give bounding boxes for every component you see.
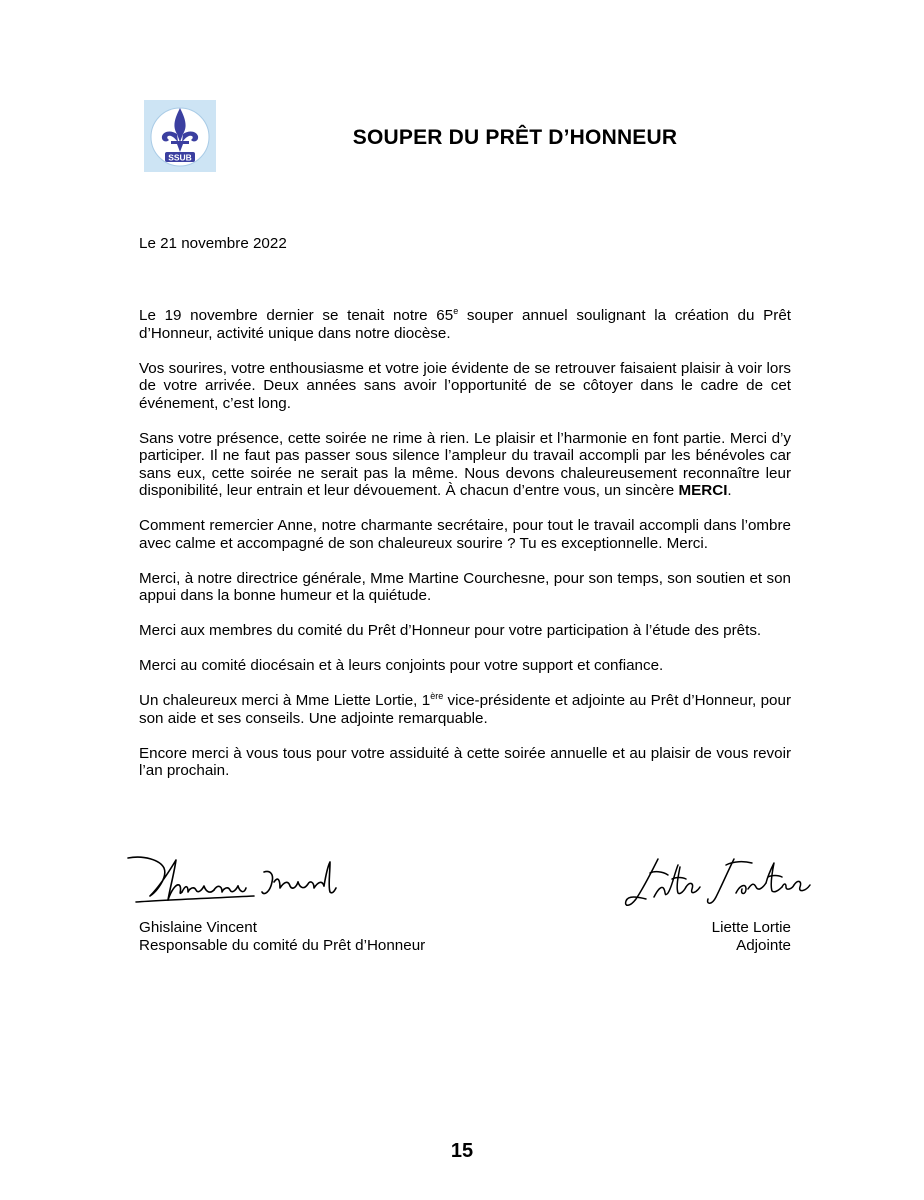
- signature-liette-lortie: [622, 853, 822, 913]
- paragraph-8: [139, 692, 791, 727]
- paragraph-4: Comment remercier Anne, notre charmante secrétaire, pour tout le travail accompli dans l’ombre avec calme et accompagné de son chaleureux sourire ? Tu es exceptionnelle. Merci.: [139, 517, 791, 552]
- paragraph-3-text-end: .: [727, 482, 732, 499]
- signer-right-role: Adjointe: [736, 936, 791, 954]
- paragraph-3: [139, 430, 791, 500]
- ordinal-superscript: ère: [430, 691, 444, 701]
- paragraph-8-text-end: vice-présidente et adjointe au Prêt d’Honneur, pour son aide et ses conseils. Une adjointe remarquable.: [139, 692, 791, 727]
- paragraph-5: Merci, à notre directrice générale, Mme Martine Courchesne, pour son temps, son soutien et son appui dans la bonne humeur et la quiétude.: [139, 569, 791, 604]
- signer-right: [712, 919, 791, 954]
- paragraph-1: [139, 307, 791, 342]
- signer-left: [139, 919, 425, 954]
- paragraph-6: Merci aux membres du comité du Prêt d’Honneur pour votre participation à l’étude des prêts.: [139, 622, 762, 639]
- signature-ghislaine-vincent: [124, 852, 340, 908]
- ordinal-superscript: e: [453, 306, 459, 316]
- paragraph-2: Vos sourires, votre enthousiasme et votre joie évidente de se retrouver faisaient plaisir à voir lors de votre arrivée. Deux années sans avoir l’opportunité de se côtoyer dans le cadre de cet événement, c’est long.: [139, 359, 791, 412]
- document-title: SOUPER DU PRÊT D’HONNEUR: [352, 126, 678, 149]
- signer-left-role: Responsable du comité du Prêt d’Honneur: [139, 936, 426, 954]
- letter-body: [139, 307, 791, 797]
- logo-text: SSUB: [168, 152, 192, 163]
- merci-emphasis: MERCI: [678, 482, 728, 499]
- paragraph-3-text: Sans votre présence, cette soirée ne rime à rien. Le plaisir et l’harmonie en font partie. Merci d’y participer. Il ne faut pas passer sous silence l’ampleur du travail accompli par les bénévoles car sans eux, cette soirée ne serait pas la même. Nous devons chaleureusement reconnaître leur disponibilité, leur entrain et leur dévouement. À chacun d’entre vous, un sincère: [139, 429, 791, 499]
- paragraph-7: Merci au comité diocésain et à leurs conjoints pour votre support et confiance.: [139, 657, 664, 674]
- paragraph-9: Encore merci à vous tous pour votre assiduité à cette soirée annuelle et au plaisir de vous revoir l’an prochain.: [139, 744, 791, 779]
- signer-right-name: Liette Lortie: [711, 919, 791, 936]
- signer-left-name: Ghislaine Vincent: [139, 919, 257, 936]
- page-number: 15: [450, 1140, 474, 1162]
- letter-date: Le 21 novembre 2022: [139, 235, 287, 252]
- paragraph-1-text: Le 19 novembre dernier se tenait notre 65: [139, 307, 454, 324]
- ssub-logo: [144, 100, 216, 172]
- paragraph-1-text-end: souper annuel soulignant la création du Prêt d’Honneur, activité unique dans notre diocèse.: [139, 307, 791, 342]
- paragraph-8-text: Un chaleureux merci à Mme Liette Lortie, 1: [139, 692, 431, 709]
